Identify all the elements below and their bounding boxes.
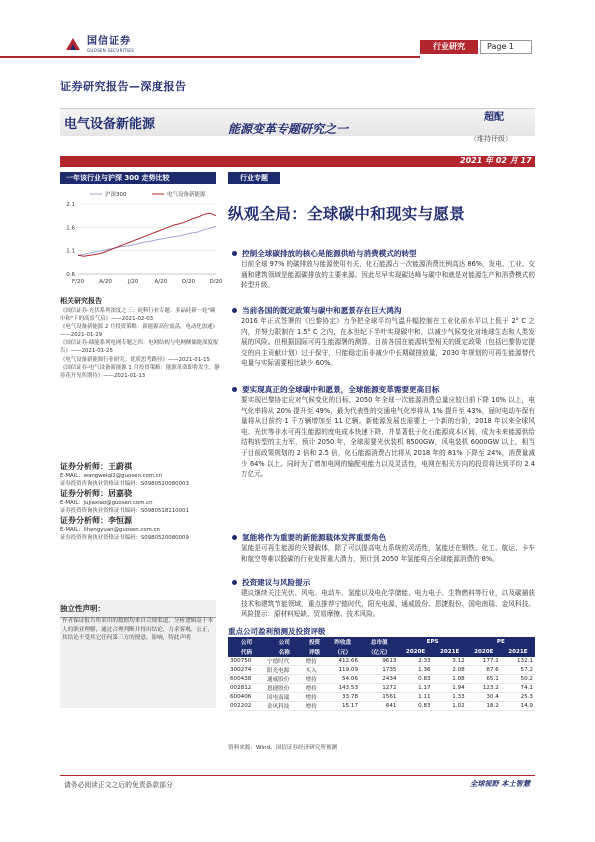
section-tag: 行业专题 <box>228 172 280 184</box>
table-cell: 25.3 <box>501 693 535 702</box>
chart-legend-label: 沪深300 <box>105 192 127 198</box>
table-cell: 1.94 <box>433 684 467 693</box>
analyst-email: E-MAIL：wangweiqi2@guosen.com.cn <box>60 473 163 479</box>
section-heading: 控制全球碳排放的核心是能源供给与消费模式的转型 <box>242 249 417 258</box>
table-header: 公司 <box>228 637 265 647</box>
main-title: 纵观全局：全球碳中和现实与愿景 <box>228 205 466 223</box>
chart-legend-label: 电气设备新能源 <box>167 192 206 198</box>
table-cell: 1272 <box>360 684 398 693</box>
rating-note: （维持评级） <box>470 135 512 143</box>
chart-heading: 一年该行业与沪深 300 走势比较 <box>60 172 216 184</box>
analyst-name: 证券分析师：李恒源 <box>60 516 132 525</box>
chart-y-tick-label: 1.6 <box>66 225 75 232</box>
table-header-row <box>228 647 535 657</box>
table-source: 资料来源：Wind、国信证券经济研究所预测 <box>228 745 338 751</box>
chart-x-tick-label: A/20 <box>99 279 112 285</box>
bullet-icon <box>232 251 237 256</box>
logo-text-en: GUOSEN SECURITIES <box>87 48 135 53</box>
trend-chart-svg <box>60 188 223 288</box>
content-section <box>232 384 535 480</box>
section-body: 2016 年正式签署的《巴黎协定》力争把全球平均气温升幅控制在工业化前水平以上低于 2° C 之内，并努力限制在 1.5° C 之内，在本世纪下半叶实现碳中和，以减少气候变化对地球生态和人类发展的风险。但根据国际可再生能源署的测算，目前各国在能源转型相关的既定政策（包括巴黎协定提交的自主贡献计划）过于保守，只能稳定而非减少中长期碳排放量，2030 年规划的可再生能源替代电量与实际需要相比缺少 60%。 <box>241 317 535 368</box>
table-header: 代码 <box>228 647 265 657</box>
report-topic: 能源变革专题研究之一 <box>228 122 349 136</box>
table-cell: 641 <box>360 702 398 711</box>
table-header: （元） <box>326 647 360 657</box>
table-cell: 2434 <box>360 675 398 684</box>
analyst-block <box>60 488 220 515</box>
related-reports-title: 相关研究报告 <box>60 297 102 305</box>
analyst-block <box>60 461 220 488</box>
table-cell: 增持 <box>303 702 325 711</box>
bullet-icon <box>232 580 237 585</box>
table-header: EPS <box>399 637 467 647</box>
table-cell: 1561 <box>360 693 398 702</box>
table-cell: 002202 <box>228 702 265 711</box>
table-header: 昨收盘 <box>326 637 360 647</box>
bullet-icon <box>232 308 237 313</box>
section-heading: 氢能将作为重要的新能源载体发挥重要角色 <box>242 533 387 542</box>
table-cell: 177.1 <box>467 657 501 666</box>
table-cell: 600406 <box>228 693 265 702</box>
header-rule <box>0 56 420 58</box>
related-report-item: 《电气设备新能源 2 月投资策略：新能源高位震荡，电动化加速》——2021-01-29 <box>60 324 218 339</box>
table-cell: 0.83 <box>399 702 433 711</box>
table-header: 公司 <box>265 637 303 647</box>
table-row <box>228 657 535 666</box>
table-cell: 国电南瑞 <box>265 693 303 702</box>
table-cell: 33.78 <box>326 693 360 702</box>
disclaimer-text: 作者保证报告所采用的数据均来自合规渠道，分析逻辑基于本人的职业理解，通过合理判断并得出结论，力求客观、公正，其结论不受其它任何第三方的授意、影响，特此声明 <box>62 618 214 642</box>
table-cell: 300274 <box>228 666 265 675</box>
table-cell: 2.33 <box>399 657 433 666</box>
bullet-icon <box>232 387 237 392</box>
analyst-email: E-MAIL：jujiaxiao@guosen.com.cn <box>60 500 153 506</box>
table-header: 2021E <box>433 647 467 657</box>
table-cell: 143.53 <box>326 684 360 693</box>
table-header: 2021E <box>501 647 535 657</box>
table-cell: 123.2 <box>467 684 501 693</box>
table-cell: 1.33 <box>433 693 467 702</box>
table-cell: 1.08 <box>433 675 467 684</box>
table-title: 重点公司盈利预测及投资评级 <box>228 627 326 636</box>
table-cell: 1.02 <box>433 702 467 711</box>
table-header-row <box>228 637 535 647</box>
related-report-item: 《国信证券-储能系列电网专题之四：电网结构与电网侧储能深度报告》——2021-01-25 <box>60 340 219 355</box>
table-row <box>228 684 535 693</box>
rating: 超配 <box>484 112 504 123</box>
related-report-item: 《国信证券-光伏系列深度之三：硅料行业专题：多晶硅新一轮"碳中和"下的高景气启》——2021-02-03 <box>60 308 216 323</box>
footer-rule <box>60 775 535 776</box>
table-cell: 1735 <box>360 666 398 675</box>
report-category-tag: 行业研究 <box>420 40 478 54</box>
analyst-cert: 证券投资咨询执业资格证书编码：S0980520080009 <box>60 535 189 541</box>
forecast-table <box>228 637 535 711</box>
table-cell: 74.1 <box>501 684 535 693</box>
section-body: 建议继续关注光伏、风电、电动车、氢能以及电化学储能、电力电子、生物燃料等行业，以及碳捕获技术和建筑节能领域，重点推荐宁德时代，阳光电源、通威股份、恩捷股份、国电南瑞、金风科技。风险提示：原材料短缺、贸易摩擦、技术风险。 <box>241 589 535 619</box>
disclaimer-title: 独立性声明： <box>60 603 216 618</box>
company-logo <box>64 34 154 56</box>
table-cell: 1.11 <box>399 693 433 702</box>
chart-x-tick-label: F/20 <box>71 279 85 285</box>
chart-y-tick-label: 2.1 <box>66 202 75 208</box>
analyst-block <box>60 515 220 542</box>
table-row <box>228 675 535 684</box>
table-cell: 65.1 <box>467 675 501 684</box>
table-cell: 1.17 <box>399 684 433 693</box>
table-cell: 增持 <box>303 684 325 693</box>
analyst-email: E-MAIL：lihengyuan@guosen.com.cn <box>60 527 160 533</box>
table-cell: 300750 <box>228 657 265 666</box>
footer-slogan: 全球视野 本土智慧 <box>470 779 531 788</box>
table-cell: 132.1 <box>501 657 535 666</box>
chart-x-tick-label: O/20 <box>181 279 195 285</box>
table-header: 评级 <box>303 647 325 657</box>
chart-x-tick-label: J/20 <box>127 279 139 285</box>
table-header: 名称 <box>265 647 303 657</box>
section-body: 目前全球 97% 的碳排放与能源使用有关，化石能源占一次能源消费比例高达 86%，发电、工业、交通和建筑领域是能源碳排放的主要来源。因此尽早实现碳达峰与碳中和就是对能源生产和消费模式的转型升级。 <box>241 260 535 290</box>
table-cell: 增持 <box>303 657 325 666</box>
table-cell: 18.2 <box>467 702 501 711</box>
analyst-name: 证券分析师：居嘉骁 <box>60 489 132 498</box>
content-section <box>232 248 535 291</box>
table-cell: 57.2 <box>501 666 535 675</box>
table-header: （亿元） <box>360 647 398 657</box>
table-cell: 50.2 <box>501 675 535 684</box>
table-row <box>228 693 535 702</box>
table-cell: 412.66 <box>326 657 360 666</box>
chart-x-tick-label: D/20 <box>209 279 223 285</box>
report-date: 2021 年 02 月 17 日 <box>460 156 543 165</box>
table-cell: 119.09 <box>326 666 360 675</box>
section-body: 氢能是可再生能源的关键载体，除了可以提高电力系统的灵活性，氢能还在钢铁、化工、航运、卡车和航空等难以脱碳的行业发挥重大潜力，预计到 2050 年氢能将占全球能源消费的 8%。 <box>241 544 535 563</box>
analyst-cert: 证券投资咨询执业资格证书编码：S0980520080003 <box>60 481 189 487</box>
table-row <box>228 666 535 675</box>
table-cell: 87.6 <box>467 666 501 675</box>
related-report-item: 《电气设备新能源行业研究：优质思考路径》——2021-01-15 <box>60 356 210 363</box>
table-cell: 恩捷股份 <box>265 684 303 693</box>
page-number: Page 1 <box>480 40 532 54</box>
table-cell: 1.36 <box>399 666 433 675</box>
table-cell: 14.9 <box>501 702 535 711</box>
table-cell: 0.83 <box>399 675 433 684</box>
trend-chart <box>60 188 223 288</box>
table-header: 2020E <box>399 647 433 657</box>
table-cell: 2.08 <box>433 666 467 675</box>
table-header: PE <box>467 637 535 647</box>
table-cell: 宁德时代 <box>265 657 303 666</box>
section-heading: 当前各国的既定政策与碳中和愿景存在巨大鸿沟 <box>242 306 402 315</box>
related-reports-list <box>60 307 220 380</box>
analyst-name: 证券分析师：王蔚祺 <box>60 462 132 471</box>
logo-mark-icon <box>64 36 82 54</box>
content-section <box>232 305 535 369</box>
bullet-icon <box>232 535 237 540</box>
report-type: 证券研究报告—深度报告 <box>60 80 187 93</box>
section-heading: 要实现真正的全球碳中和愿景，全球能源变革需要更高目标 <box>242 385 440 394</box>
table-cell: 30.4 <box>467 693 501 702</box>
related-report-item: 《国信证券-电气设备新能源 1 月投资策略：能源革命即将发生，静待花开见所期待》——2021-01-13 <box>60 364 220 379</box>
chart-series-line <box>78 213 216 256</box>
table-cell: 3.12 <box>433 657 467 666</box>
chart-x-tick-label: A/20 <box>154 279 168 285</box>
table-cell: 增持 <box>303 693 325 702</box>
table-cell: 54.06 <box>326 675 360 684</box>
table-cell: 9613 <box>360 657 398 666</box>
table-cell: 通威股份 <box>265 675 303 684</box>
chart-y-tick-label: 1.1 <box>66 248 75 255</box>
table-header: 2020E <box>467 647 501 657</box>
table-cell: 金风科技 <box>265 702 303 711</box>
table-row <box>228 702 535 711</box>
logo-text-cn: 国信证券 <box>87 36 131 47</box>
table-cell: 买入 <box>303 666 325 675</box>
table-cell: 15.17 <box>326 702 360 711</box>
table-cell: 002812 <box>228 684 265 693</box>
section-body: 要实现巴黎协定应对气候变化的目标，2050 年全球一次能源消费总量应较目前下降 10% 以上，电气化率将从 20% 提升至 49%，最为代表性的交通电气化率将从 1% 提升至 43%，届时电动车保有量将从目前约 1 千万辆增加至 11 亿辆。新能源发展也需要上一个新的台阶，2018 年以来全球风电、光伏等非水可再生能源的度电成本快速下降，并显著低于化石能源成本区间，成为未来能源供给结构转型的主力军，预计 2050 年，全球需要光伏装机 8500GW，风电装机 6000GW 以上，相当于目前政策规划的 2 倍和 2.5 倍，化石能源消费占比将从 2018 年的 81% 下降至 24%，消费量减少 64% 以上。同时为了增加电网的输配电能力以及灵活性，电网在相关方向的投资将达到平均 2.4 万亿元。 <box>241 396 535 479</box>
table-header: 投资 <box>303 637 325 647</box>
table-header: 总市值 <box>360 637 398 647</box>
content-section <box>232 577 535 620</box>
table-cell: 600438 <box>228 675 265 684</box>
analyst-cert: 证券投资咨询执业资格证书编码：S0980518110001 <box>60 508 189 514</box>
table-cell: 阳光电源 <box>265 666 303 675</box>
table-cell: 增持 <box>303 675 325 684</box>
content-section <box>232 532 535 564</box>
section-heading: 投资建议与风险提示 <box>242 578 311 587</box>
chart-y-tick-label: 0.6 <box>66 272 75 278</box>
sector-name: 电气设备新能源 <box>64 117 156 132</box>
footer-disclaimer-note: 请务必阅读正文之后的免责条款部分 <box>64 781 173 789</box>
